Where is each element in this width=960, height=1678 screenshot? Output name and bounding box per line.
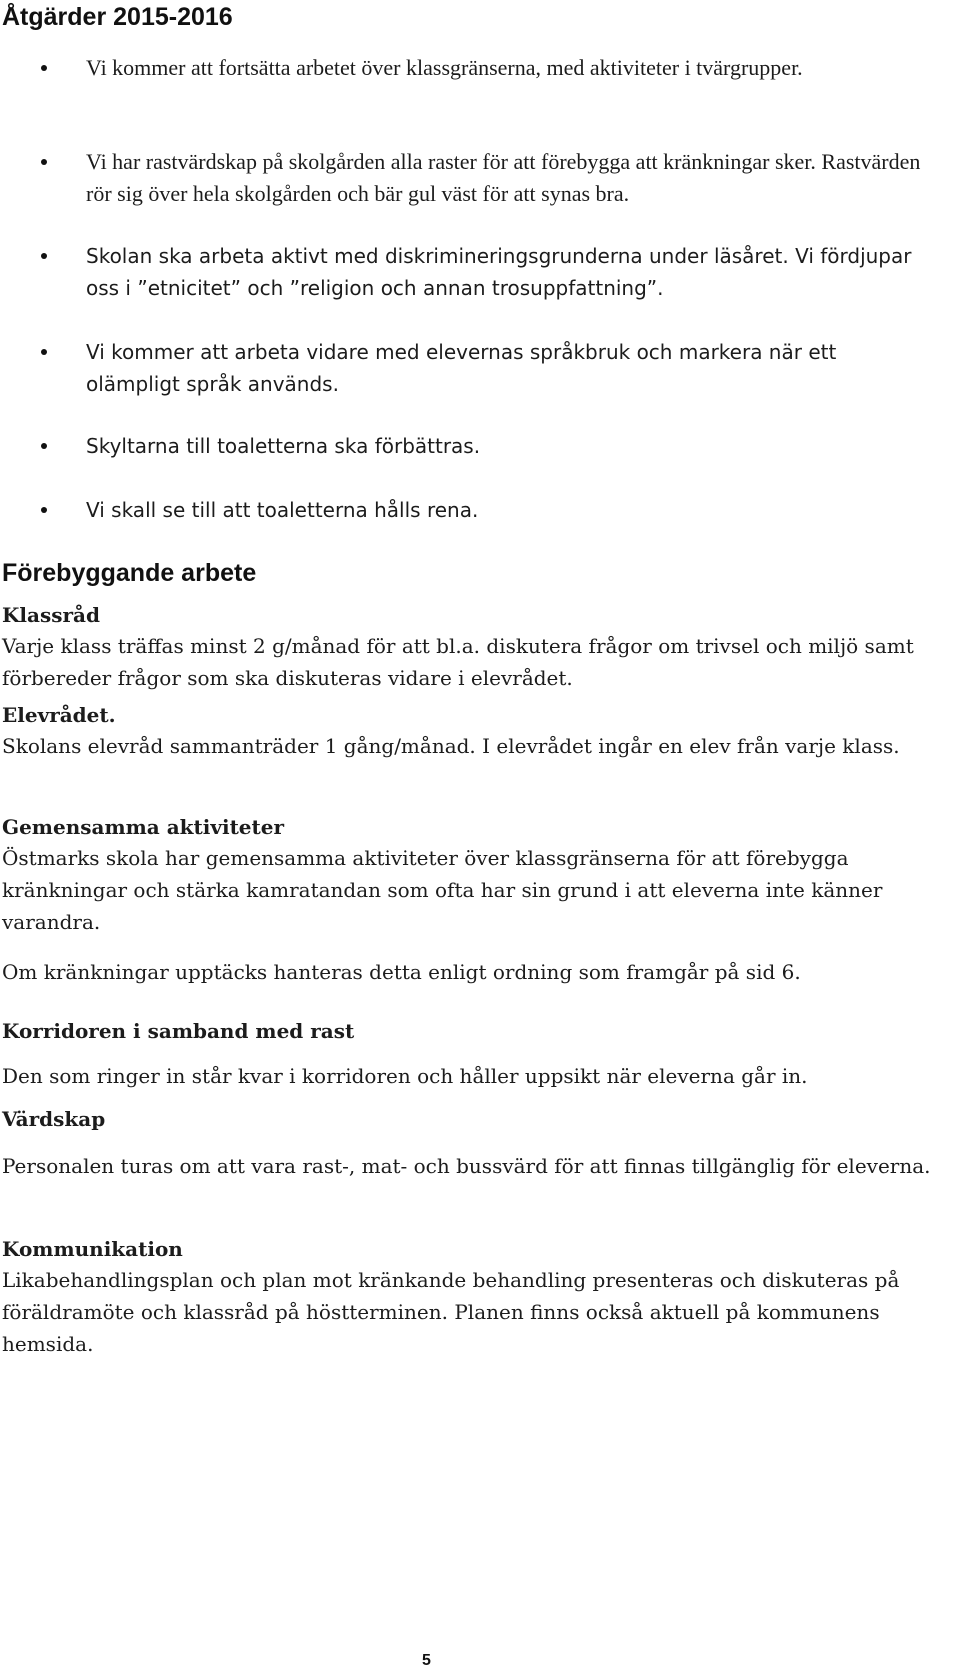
bullet-icon xyxy=(41,349,47,355)
subheading-klassrad: Klassråd xyxy=(2,603,100,627)
paragraph-klassrad: Varje klass träffas minst 2 g/månad för att bl.a. diskutera frågor om trivsel och miljö samt förbereder frågor som ska diskuteras vidare i elevrådet. xyxy=(2,634,914,690)
subheading-gemensamma: Gemensamma aktiviteter xyxy=(2,815,285,839)
list-item-text: Skolan ska arbeta aktivt med diskrimineringsgrunderna under läsåret. Vi fördjupar oss i ”etnicitet” och ”religion och annan trosuppfattning”. xyxy=(86,244,912,300)
paragraph-korridoren: Den som ringer in står kvar i korridoren och håller uppsikt när eleverna går in. xyxy=(2,1064,808,1088)
list-item-text: Skyltarna till toaletterna ska förbättras. xyxy=(86,434,481,458)
heading-forebyggande: Förebyggande arbete xyxy=(2,559,257,587)
subheading-vardskap: Värdskap xyxy=(2,1107,106,1131)
list-item-text: Vi kommer att fortsätta arbetet över klassgränserna, med aktiviteter i tvärgrupper. xyxy=(86,55,803,80)
bullet-icon xyxy=(41,443,47,449)
list-item-text: Vi har rastvärdskap på skolgården alla raster för att förebygga att kränkningar sker. Rastvärden rör sig över hela skolgården och bär gul väst för att synas bra. xyxy=(86,149,921,206)
bullet-icon xyxy=(41,253,47,259)
bullet-icon xyxy=(41,507,47,513)
paragraph-elevradet: Skolans elevråd sammanträder 1 gång/månad. I elevrådet ingår en elev från varje klass. xyxy=(2,734,900,758)
subheading-korridoren: Korridoren i samband med rast xyxy=(2,1019,355,1043)
subheading-kommunikation: Kommunikation xyxy=(2,1237,183,1261)
list-item-text: Vi skall se till att toaletterna hålls rena. xyxy=(86,498,479,522)
paragraph-krankningar: Om kränkningar upptäcks hanteras detta enligt ordning som framgår på sid 6. xyxy=(2,960,801,984)
paragraph-vardskap: Personalen turas om att vara rast-, mat- och bussvärd för att finnas tillgänglig för eleverna. xyxy=(2,1154,931,1178)
list-item-text: Vi kommer att arbeta vidare med elevernas språkbruk och markera när ett olämpligt språk används. xyxy=(86,340,837,396)
page-number: 5 xyxy=(422,1652,431,1669)
heading-atgarder: Åtgärder 2015-2016 xyxy=(2,3,233,31)
paragraph-gemensamma: Östmarks skola har gemensamma aktiviteter över klassgränserna för att förebygga kränkningar och stärka kamratandan som ofta har sin grund i att eleverna inte känner varandra. xyxy=(2,846,883,934)
subheading-elevradet: Elevrådet. xyxy=(2,703,116,727)
bullet-icon xyxy=(41,65,47,71)
bullet-icon xyxy=(41,159,47,165)
paragraph-kommunikation: Likabehandlingsplan och plan mot kränkande behandling presenteras och diskuteras på föräldramöte och klassråd på höstterminen. Planen finns också aktuell på kommunens hemsida. xyxy=(2,1268,900,1356)
